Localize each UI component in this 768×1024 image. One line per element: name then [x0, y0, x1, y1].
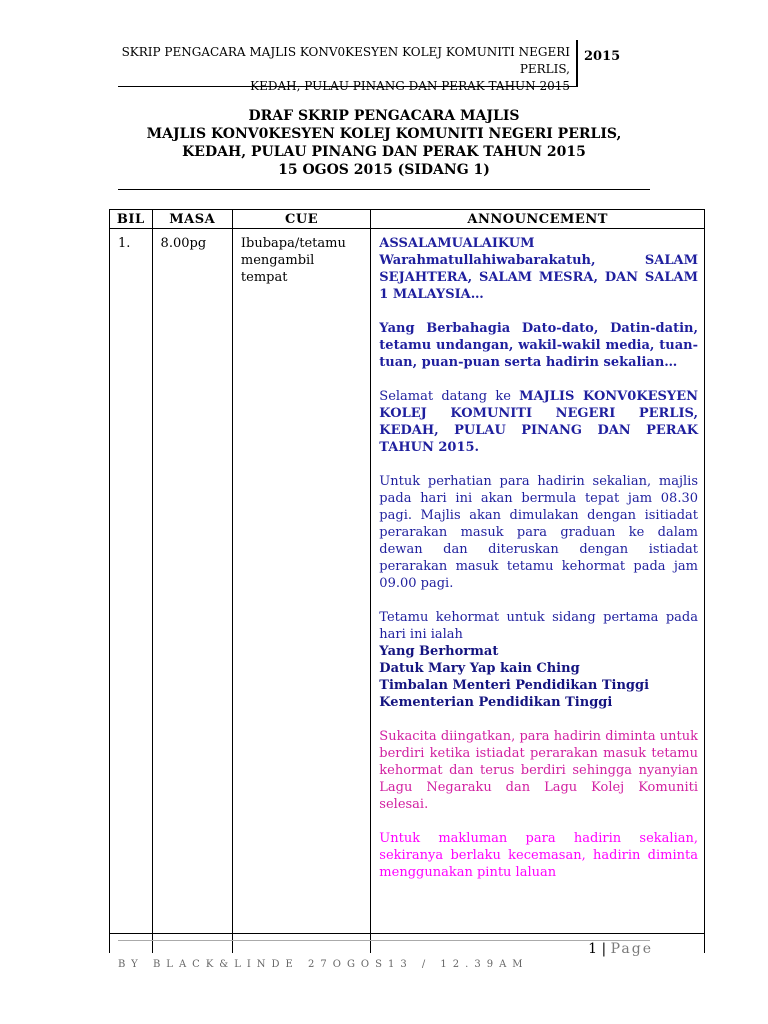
- title-line-4: 15 OGOS 2015 (SIDANG 1): [278, 162, 490, 178]
- page-label: Page: [610, 941, 653, 957]
- table-bottom-border: [109, 933, 705, 934]
- col-header-masa: MASA: [152, 210, 232, 229]
- announcement-welcome: [379, 388, 698, 456]
- welcome-event-name: MAJLIS KONV0KESYEN KOLEJ KOMUNITI NEGERI PERLIS, KEDAH, PULAU PINANG DAN PERAK TAHUN 2015.: [379, 389, 698, 455]
- page-separator: |: [601, 941, 607, 957]
- header-year: 2015: [584, 49, 621, 64]
- announcement-guest: [379, 609, 698, 711]
- guest-name: Datuk Mary Yap kain Ching: [379, 661, 580, 676]
- page-number: [588, 941, 653, 957]
- cell-announcement: [371, 229, 705, 954]
- guest-ministry: Kementerian Pendidikan Tinggi: [379, 695, 613, 710]
- header-line-1: SKRIP PENGACARA MAJLIS KONV0KESYEN KOLEJ KOMUNITI NEGERI PERLIS,: [121, 45, 570, 76]
- cell-bil: 1.: [110, 229, 153, 954]
- announcement-salutation: Yang Berbahagia Dato-dato, Datin-datin, tetamu undangan, wakil-wakil media, tuan-tuan, puan-puan serta hadirin sekalian…: [379, 321, 698, 370]
- document-title: [118, 107, 650, 179]
- header-line-2: KEDAH, PULAU PINANG DAN PERAK TAHUN 2015: [250, 79, 570, 93]
- table-row: [110, 229, 705, 954]
- table-header-row: [110, 210, 705, 229]
- announcement-greeting: ASSALAMUALAIKUM Warahmatullahiwabarakatuh, SALAM SEJAHTERA, SALAM MESRA, DAN SALAM 1 MALAYSIA…: [379, 236, 698, 302]
- footer-divider: [118, 940, 650, 941]
- running-header: [118, 40, 578, 93]
- cell-masa: 8.00pg: [152, 229, 232, 954]
- col-header-bil: BIL: [110, 210, 153, 229]
- col-header-cue: CUE: [232, 210, 370, 229]
- title-line-3: KEDAH, PULAU PINANG DAN PERAK TAHUN 2015: [182, 144, 586, 160]
- col-header-announcement: ANNOUNCEMENT: [371, 210, 705, 229]
- guest-intro: Tetamu kehormat untuk sidang pertama pada hari ini ialah: [379, 610, 698, 642]
- guest-title: Yang Berhormat: [379, 644, 499, 659]
- announcement-attention: Untuk perhatian para hadirin sekalian, majlis pada hari ini akan bermula tepat jam 08.30 pagi. Majlis akan dimulakan dengan isitiadat perarakan masuk para graduan ke dalam dewan dan diteruskan dengan istiadat perarakan masuk tetamu kehormat pada jam 09.00 pagi.: [379, 474, 698, 591]
- guest-position: Timbalan Menteri Pendidikan Tinggi: [379, 678, 650, 693]
- script-table: [109, 209, 705, 953]
- title-line-2: MAJLIS KONV0KESYEN KOLEJ KOMUNITI NEGERI PERLIS,: [146, 126, 622, 142]
- footer-credit: BY BLACK&LINDE 27OGOS13 / 12.39AM: [118, 959, 529, 970]
- cell-cue: Ibubapa/tetamu mengambil tempat: [232, 229, 370, 954]
- welcome-prefix: Selamat datang ke: [379, 389, 520, 404]
- page-number-value: 1: [588, 941, 597, 957]
- announcement-reminder: Sukacita diingatkan, para hadirin diminta untuk berdiri ketika istiadat perarakan masuk tetamu kehormat dan terus berdiri sehingga nyanyian Lagu Negaraku dan Lagu Kolej Komuniti selesai.: [379, 729, 698, 812]
- announcement-emergency: Untuk makluman para hadirin sekalian, sekiranya berlaku kecemasan, hadirin diminta menggunakan pintu laluan: [379, 831, 698, 880]
- title-line-1: DRAF SKRIP PENGACARA MAJLIS: [248, 108, 520, 124]
- title-divider: [118, 189, 650, 190]
